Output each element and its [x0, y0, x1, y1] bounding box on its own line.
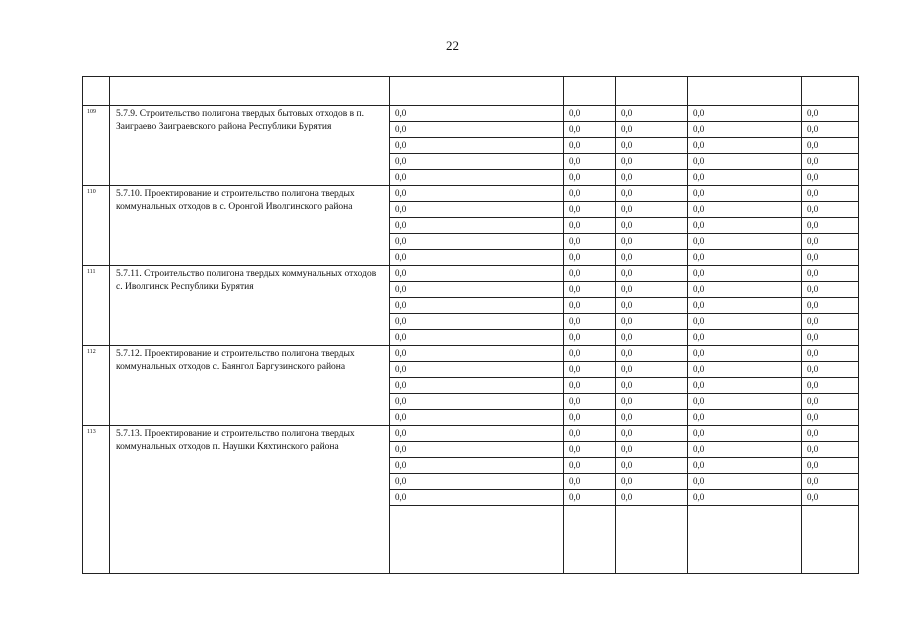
empty-cell — [688, 506, 802, 574]
value-cell: 0,0 — [802, 442, 859, 458]
value-cell: 0,0 — [390, 282, 564, 298]
row-description: 5.7.11. Строительство полигона твердых коммунальных отходов с. Иволгинск Республики Бурятия — [110, 266, 390, 346]
value-cell: 0,0 — [390, 442, 564, 458]
empty-cell — [616, 506, 688, 574]
value-cell: 0,0 — [802, 426, 859, 442]
value-cell: 0,0 — [802, 266, 859, 282]
value-cell: 0,0 — [802, 154, 859, 170]
table-row — [83, 426, 859, 442]
value-cell: 0,0 — [390, 218, 564, 234]
value-cell: 0,0 — [564, 202, 616, 218]
value-cell: 0,0 — [616, 170, 688, 186]
value-cell: 0,0 — [802, 362, 859, 378]
value-cell: 0,0 — [802, 186, 859, 202]
value-cell: 0,0 — [564, 138, 616, 154]
value-cell: 0,0 — [390, 122, 564, 138]
value-cell: 0,0 — [688, 298, 802, 314]
value-cell: 0,0 — [564, 362, 616, 378]
value-cell: 0,0 — [564, 330, 616, 346]
value-cell: 0,0 — [616, 330, 688, 346]
value-cell: 0,0 — [802, 218, 859, 234]
value-cell: 0,0 — [802, 282, 859, 298]
value-cell: 0,0 — [616, 458, 688, 474]
value-cell: 0,0 — [390, 330, 564, 346]
value-cell: 0,0 — [802, 458, 859, 474]
value-cell: 0,0 — [390, 362, 564, 378]
value-cell: 0,0 — [390, 154, 564, 170]
value-cell: 0,0 — [564, 282, 616, 298]
value-cell: 0,0 — [564, 170, 616, 186]
table-row — [83, 106, 859, 122]
value-cell: 0,0 — [688, 250, 802, 266]
value-cell: 0,0 — [688, 314, 802, 330]
value-cell: 0,0 — [390, 186, 564, 202]
value-cell: 0,0 — [564, 474, 616, 490]
value-cell: 0,0 — [688, 218, 802, 234]
value-cell: 0,0 — [390, 250, 564, 266]
value-cell: 0,0 — [616, 378, 688, 394]
row-description: 5.7.9. Строительство полигона твердых бытовых отходов в п. Заиграево Заиграевского района Республики Бурятия — [110, 106, 390, 186]
value-cell: 0,0 — [564, 106, 616, 122]
header-cell — [390, 77, 564, 106]
value-cell: 0,0 — [390, 490, 564, 506]
value-cell: 0,0 — [802, 330, 859, 346]
value-cell: 0,0 — [390, 170, 564, 186]
value-cell: 0,0 — [688, 378, 802, 394]
value-cell: 0,0 — [390, 314, 564, 330]
value-cell: 0,0 — [564, 234, 616, 250]
value-cell: 0,0 — [802, 106, 859, 122]
row-number: 111 — [83, 266, 110, 346]
table-row — [83, 346, 859, 362]
value-cell: 0,0 — [390, 266, 564, 282]
row-number: 110 — [83, 186, 110, 266]
value-cell: 0,0 — [802, 378, 859, 394]
value-cell: 0,0 — [688, 170, 802, 186]
page-number: 22 — [446, 38, 459, 53]
value-cell: 0,0 — [564, 426, 616, 442]
empty-cell — [564, 506, 616, 574]
value-cell: 0,0 — [616, 474, 688, 490]
value-cell: 0,0 — [688, 394, 802, 410]
value-cell: 0,0 — [688, 474, 802, 490]
value-cell: 0,0 — [688, 154, 802, 170]
value-cell: 0,0 — [616, 442, 688, 458]
value-cell: 0,0 — [688, 410, 802, 426]
value-cell: 0,0 — [564, 250, 616, 266]
header-row — [83, 77, 859, 106]
value-cell: 0,0 — [390, 202, 564, 218]
header-cell — [688, 77, 802, 106]
value-cell: 0,0 — [564, 186, 616, 202]
value-cell: 0,0 — [616, 154, 688, 170]
value-cell: 0,0 — [390, 378, 564, 394]
value-cell: 0,0 — [688, 362, 802, 378]
row-description: 5.7.10. Проектирование и строительство полигона твердых коммунальных отходов в с. Оронгой Иволгинского района — [110, 186, 390, 266]
value-cell: 0,0 — [802, 138, 859, 154]
value-cell: 0,0 — [390, 474, 564, 490]
row-number: 109 — [83, 106, 110, 186]
value-cell: 0,0 — [564, 298, 616, 314]
value-cell: 0,0 — [802, 250, 859, 266]
value-cell: 0,0 — [616, 314, 688, 330]
header-cell — [110, 77, 390, 106]
value-cell: 0,0 — [688, 186, 802, 202]
value-cell: 0,0 — [616, 490, 688, 506]
value-cell: 0,0 — [616, 394, 688, 410]
value-cell: 0,0 — [688, 490, 802, 506]
value-cell: 0,0 — [390, 458, 564, 474]
value-cell: 0,0 — [390, 426, 564, 442]
row-number: 112 — [83, 346, 110, 426]
value-cell: 0,0 — [564, 346, 616, 362]
header-cell — [83, 77, 110, 106]
value-cell: 0,0 — [390, 106, 564, 122]
value-cell: 0,0 — [688, 426, 802, 442]
empty-cell — [390, 506, 564, 574]
value-cell: 0,0 — [802, 202, 859, 218]
value-cell: 0,0 — [390, 138, 564, 154]
value-cell: 0,0 — [688, 442, 802, 458]
row-number: 113 — [83, 426, 110, 574]
value-cell: 0,0 — [616, 250, 688, 266]
program-table — [82, 76, 859, 574]
value-cell: 0,0 — [802, 122, 859, 138]
value-cell: 0,0 — [390, 394, 564, 410]
value-cell: 0,0 — [802, 234, 859, 250]
value-cell: 0,0 — [802, 314, 859, 330]
value-cell: 0,0 — [688, 202, 802, 218]
value-cell: 0,0 — [390, 346, 564, 362]
value-cell: 0,0 — [616, 266, 688, 282]
value-cell: 0,0 — [564, 458, 616, 474]
value-cell: 0,0 — [390, 298, 564, 314]
value-cell: 0,0 — [564, 266, 616, 282]
value-cell: 0,0 — [688, 234, 802, 250]
value-cell: 0,0 — [564, 394, 616, 410]
header-cell — [564, 77, 616, 106]
value-cell: 0,0 — [616, 410, 688, 426]
table-row — [83, 266, 859, 282]
value-cell: 0,0 — [802, 298, 859, 314]
value-cell: 0,0 — [688, 282, 802, 298]
value-cell: 0,0 — [564, 314, 616, 330]
table-row — [83, 186, 859, 202]
value-cell: 0,0 — [564, 154, 616, 170]
value-cell: 0,0 — [564, 410, 616, 426]
value-cell: 0,0 — [802, 490, 859, 506]
value-cell: 0,0 — [564, 442, 616, 458]
value-cell: 0,0 — [688, 266, 802, 282]
value-cell: 0,0 — [616, 138, 688, 154]
value-cell: 0,0 — [802, 170, 859, 186]
row-description: 5.7.13. Проектирование и строительство полигона твердых коммунальных отходов п. Наушки Кяхтинского района — [110, 426, 390, 574]
value-cell: 0,0 — [688, 346, 802, 362]
header-cell — [802, 77, 859, 106]
value-cell: 0,0 — [688, 330, 802, 346]
empty-cell — [802, 506, 859, 574]
value-cell: 0,0 — [616, 298, 688, 314]
value-cell: 0,0 — [390, 410, 564, 426]
value-cell: 0,0 — [616, 234, 688, 250]
value-cell: 0,0 — [616, 362, 688, 378]
row-description: 5.7.12. Проектирование и строительство полигона твердых коммунальных отходов с. Баянгол Баргузинского района — [110, 346, 390, 426]
value-cell: 0,0 — [802, 346, 859, 362]
value-cell: 0,0 — [390, 234, 564, 250]
value-cell: 0,0 — [802, 474, 859, 490]
value-cell: 0,0 — [564, 218, 616, 234]
value-cell: 0,0 — [688, 458, 802, 474]
value-cell: 0,0 — [688, 106, 802, 122]
value-cell: 0,0 — [564, 490, 616, 506]
value-cell: 0,0 — [688, 122, 802, 138]
value-cell: 0,0 — [616, 218, 688, 234]
value-cell: 0,0 — [802, 410, 859, 426]
value-cell: 0,0 — [802, 394, 859, 410]
value-cell: 0,0 — [616, 122, 688, 138]
value-cell: 0,0 — [616, 106, 688, 122]
value-cell: 0,0 — [616, 346, 688, 362]
value-cell: 0,0 — [616, 282, 688, 298]
value-cell: 0,0 — [564, 122, 616, 138]
value-cell: 0,0 — [616, 186, 688, 202]
value-cell: 0,0 — [688, 138, 802, 154]
value-cell: 0,0 — [564, 378, 616, 394]
header-cell — [616, 77, 688, 106]
value-cell: 0,0 — [616, 202, 688, 218]
value-cell: 0,0 — [616, 426, 688, 442]
